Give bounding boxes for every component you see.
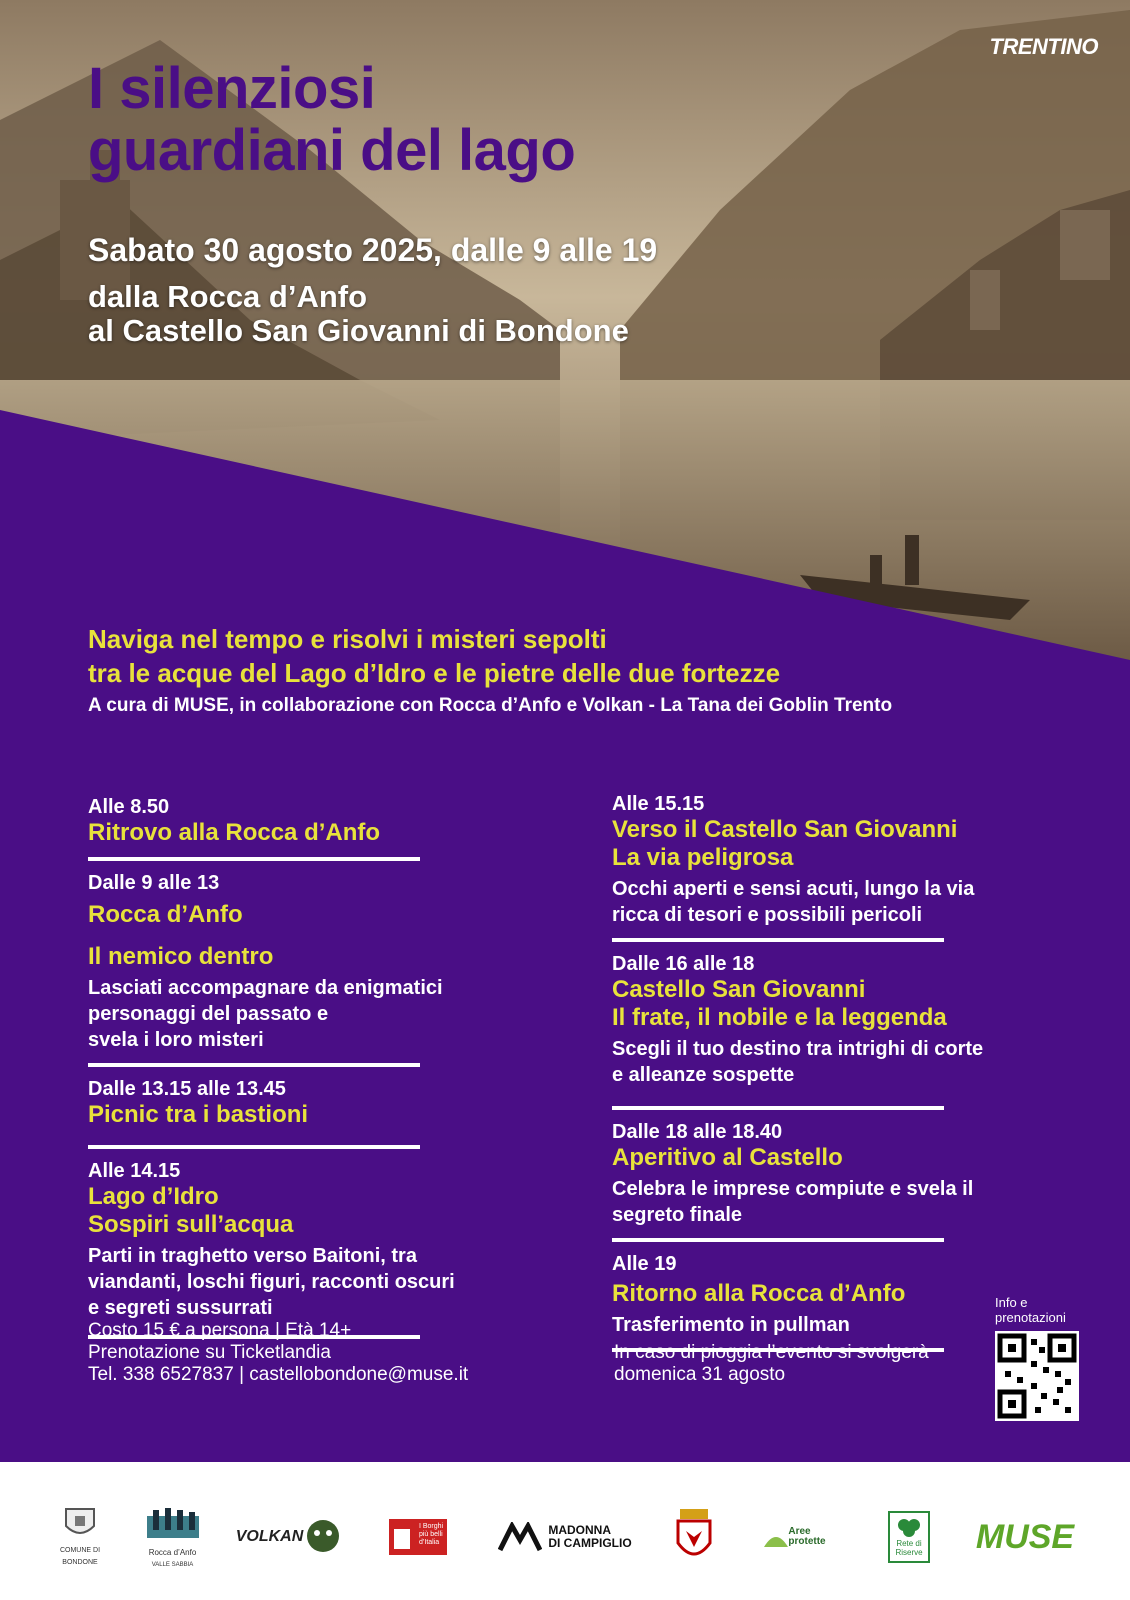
program-item: Alle 15.15 Verso il Castello San Giovanni La via peligrosa Occhi aperti e sensi acuti, lungo la via ricca di tesori e possibili pericoli (612, 793, 975, 926)
program-item: Dalle 13.15 alle 13.45 Picnic tra i bastioni (88, 1078, 309, 1128)
rain-notice: In caso di pioggia l’evento si svolgerà domenica 31 agosto (614, 1342, 929, 1385)
program-left (88, 795, 518, 1349)
trentino-crest-icon (672, 1502, 716, 1572)
divider (88, 857, 420, 861)
borghi-italia-logo: I Borghi più belli d’Italia (382, 1502, 454, 1572)
program-item: Dalle 9 alle 13 Rocca d’Anfo Il nemico dentro Lasciati accompagnare da enigmatici personaggi del passato e svela i loro misteri (88, 872, 443, 1051)
goblin-icon (303, 1514, 343, 1560)
divider (612, 1238, 944, 1242)
castle-right (970, 270, 1000, 330)
credits: A cura di MUSE, in collaborazione con Rocca d’Anfo e Volkan - La Tana dei Goblin Trento (88, 695, 893, 716)
event-date: Sabato 30 agosto 2025, dalle 9 alle 19 (88, 232, 658, 268)
rete-riserve-logo: Rete di Riserve (875, 1502, 943, 1572)
tagline: Naviga nel tempo e risolvi i misteri sepolti tra le acque del Lago d’Idro e le pietre delle due fortezze (88, 624, 781, 688)
program-item: Dalle 16 alle 18 Castello San Giovanni Il frate, il nobile e la leggenda Scegli il tuo destino tra intrighi di corte e alleanze sospette (612, 953, 984, 1086)
divider (88, 1063, 420, 1067)
program-item: Alle 14.15 Lago d’Idro Sospiri sull’acqua Parti in traghetto verso Baitoni, tra viandanti, loschi figuri, racconti oscuri e segreti sussurrati (88, 1160, 455, 1319)
trentino-logo: TRENTINO (989, 34, 1098, 59)
program-item: Alle 19 Ritorno alla Rocca d’Anfo Trasferimento in pullman (612, 1253, 906, 1336)
divider (612, 1106, 944, 1110)
aree-protette-logo: Aree protette (755, 1502, 835, 1572)
program-item: Alle 8.50 Ritrovo alla Rocca d’Anfo (88, 796, 381, 846)
campiglio-mark-icon (498, 1522, 542, 1552)
divider (612, 938, 944, 942)
clover-icon (894, 1517, 924, 1537)
program-item: Dalle 18 alle 18.40 Aperitivo al Castello Celebra le imprese compiute e svela il segreto finale (612, 1121, 974, 1226)
rocca-anfo-logo: Rocca d’Anfo VALLE SABBIA (140, 1502, 205, 1572)
madonna-campiglio-logo: MADONNA DI CAMPIGLIO (490, 1502, 640, 1572)
event-title: I silenziosi guardiani del lago (88, 56, 576, 183)
qr-label: Info e prenotazioni (995, 1295, 1066, 1325)
volkan-logo: VOLKAN (232, 1502, 347, 1572)
muse-logo: MUSE (975, 1517, 1075, 1556)
sponsor-footer (0, 1462, 1130, 1600)
qr-code-icon[interactable] (995, 1331, 1079, 1421)
comune-bondone-logo: COMUNE DI BONDONE (55, 1502, 105, 1572)
divider (88, 1145, 420, 1149)
event-route: dalla Rocca d’Anfo al Castello San Giovanni di Bondone (88, 279, 629, 348)
program-right (612, 792, 1052, 1362)
booking-info: Costo 15 € a persona | Età 14+ Prenotazione su Ticketlandia Tel. 338 6527837 | castellobondone@muse.it (88, 1320, 469, 1385)
